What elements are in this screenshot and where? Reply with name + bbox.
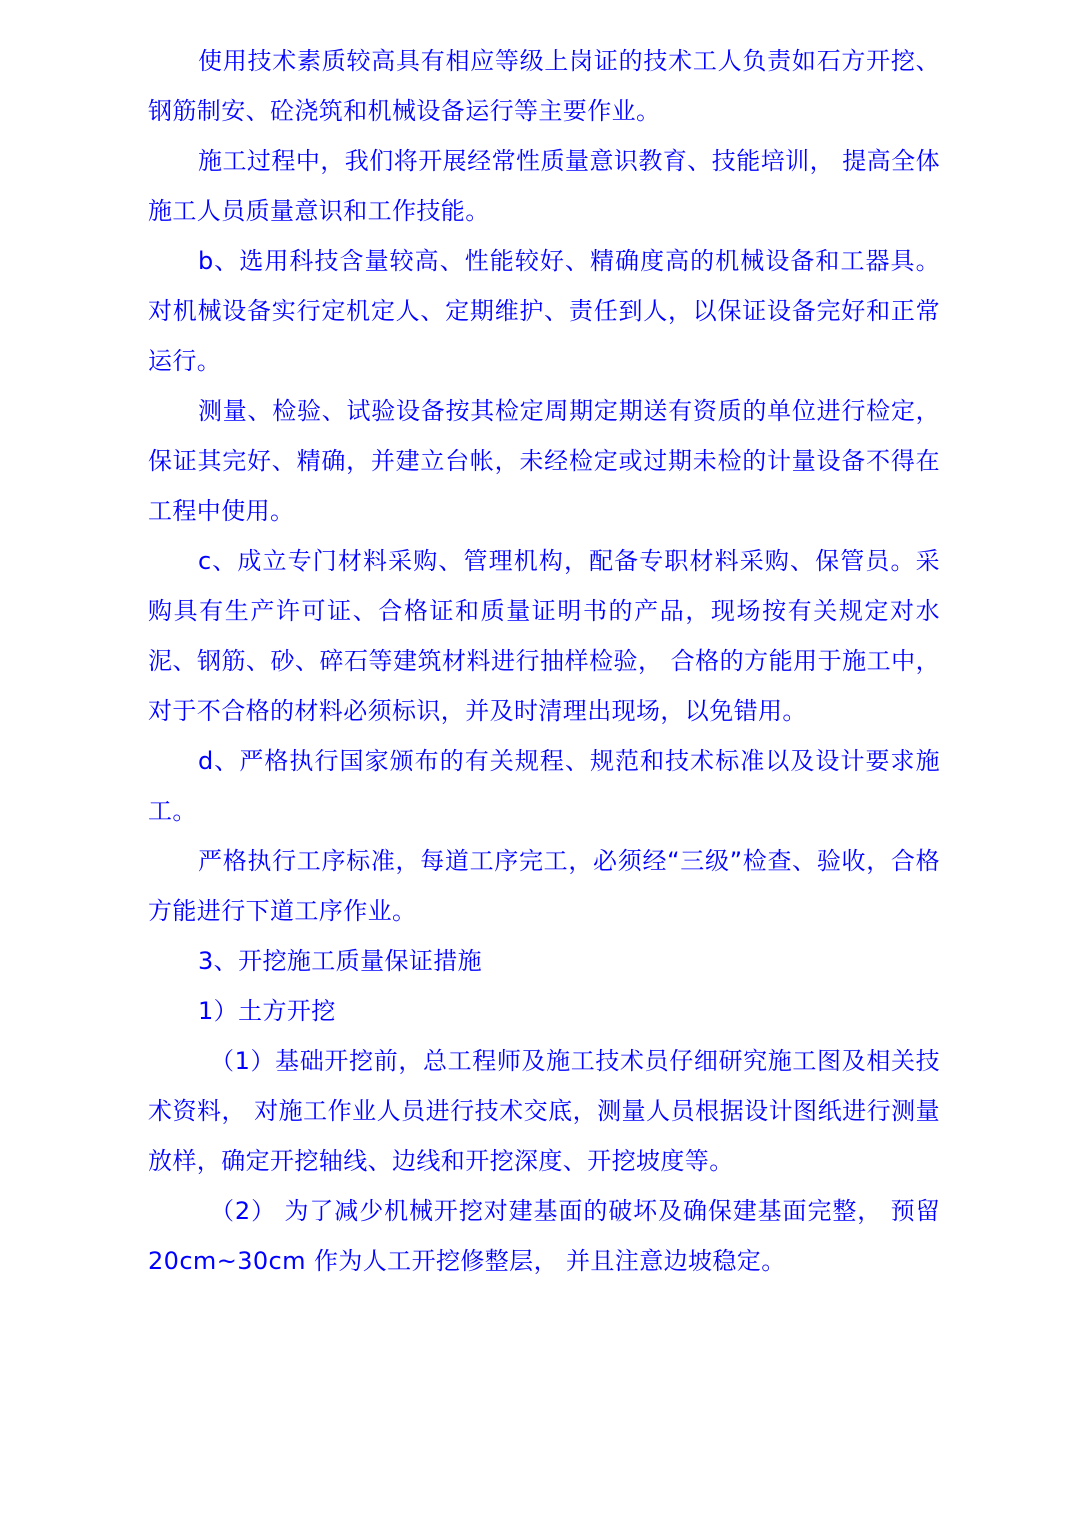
paragraph-1-foundation-excavation: （1）基础开挖前，总工程师及施工技术员仔细研究施工图及相关技术资料， 对施工作业人员进行技术交底，测量人员根据设计图纸进行测量放样，确定开挖轴线、边线和开挖深度、开挖坡度等。	[148, 1047, 940, 1175]
paragraph-process-inspection: 严格执行工序标准，每道工序完工，必须经“三级”检查、验收，合格方能进行下道工序作业。	[148, 847, 940, 925]
paragraph-d-standards: d、严格执行国家颁布的有关规程、规范和技术标准以及设计要求施工。	[148, 747, 940, 825]
paragraph-measurement-calibration: 测量、检验、试验设备按其检定周期定期送有资质的单位进行检定，保证其完好、精确，并建立台帐，未经检定或过期未检的计量设备不得在工程中使用。	[148, 397, 940, 525]
paragraph-skilled-workers: 使用技术素质较高具有相应等级上岗证的技术工人负责如石方开挖、钢筋制安、砼浇筑和机械设备运行等主要作业。	[148, 47, 940, 125]
heading-earthwork-excavation: 1）土方开挖	[198, 997, 336, 1025]
paragraph-2-reserved-layer: （2） 为了减少机械开挖对建基面的破坏及确保建基面完整， 预留20cm~30cm 作为人工开挖修整层， 并且注意边坡稳定。	[148, 1197, 940, 1275]
paragraph-b-equipment: b、选用科技含量较高、性能较好、精确度高的机械设备和工器具。对机械设备实行定机定人、定期维护、责任到人，以保证设备完好和正常运行。	[148, 247, 940, 375]
document-body	[148, 36, 940, 1286]
paragraph-quality-training: 施工过程中，我们将开展经常性质量意识教育、技能培训， 提高全体施工人员质量意识和工作技能。	[148, 147, 940, 225]
heading-excavation-quality: 3、开挖施工质量保证措施	[198, 947, 483, 975]
paragraph-c-materials: c、成立专门材料采购、管理机构，配备专职材料采购、保管员。采购具有生产许可证、合格证和质量证明书的产品，现场按有关规定对水泥、钢筋、砂、碎石等建筑材料进行抽样检验， 合格的方能用于施工中，对于不合格的材料必须标识，并及时清理出现场，以免错用。	[148, 547, 940, 725]
